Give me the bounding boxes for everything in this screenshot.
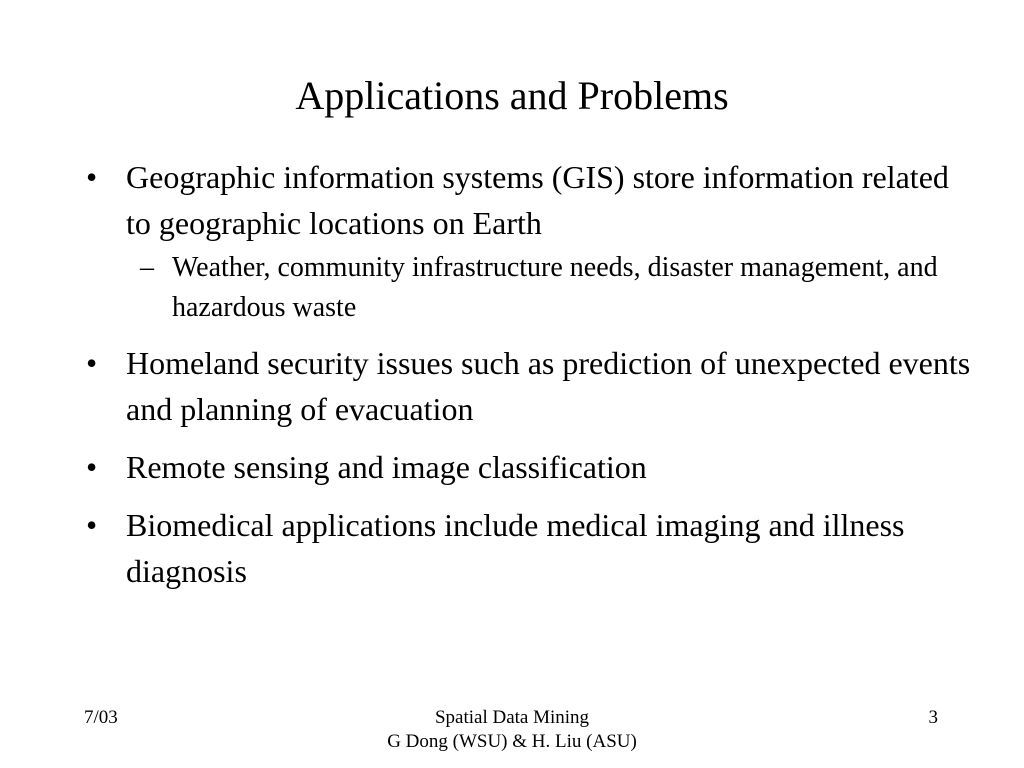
bullet-item-gis — [80, 154, 980, 328]
footer-authors: G Dong (WSU) & H. Liu (ASU) — [387, 731, 637, 752]
sub-bullet-item — [126, 248, 980, 328]
footer-course-title: Spatial Data Mining — [434, 707, 590, 728]
bullet-text: Homeland security issues such as prediction of unexpected events and planning of evacuation — [126, 345, 971, 427]
bullet-item-biomedical — [80, 502, 980, 594]
footer-title — [312, 706, 712, 754]
bullet-text: Geographic information systems (GIS) store information related to geographic locations on Earth — [126, 159, 949, 241]
bullet-text: Remote sensing and image classification — [126, 449, 647, 485]
bullet-icon: • — [86, 507, 98, 543]
page-number: 3 — [928, 707, 938, 728]
bullet-icon: • — [86, 345, 98, 381]
slide-title: Applications and Problems — [295, 73, 729, 118]
bullet-list — [80, 154, 980, 606]
bullet-text: Biomedical applications include medical imaging and illness diagnosis — [126, 507, 905, 589]
dash-icon: – — [140, 252, 154, 283]
bullet-item-homeland-security — [80, 340, 980, 432]
bullet-icon: • — [86, 159, 98, 195]
bullet-item-remote-sensing — [80, 444, 980, 490]
sub-bullet-list — [126, 248, 980, 328]
sub-bullet-text: Weather, community infrastructure needs, disaster management, and hazardous waste — [172, 252, 938, 323]
footer-date: 7/03 — [84, 707, 118, 728]
bullet-icon: • — [86, 449, 98, 485]
